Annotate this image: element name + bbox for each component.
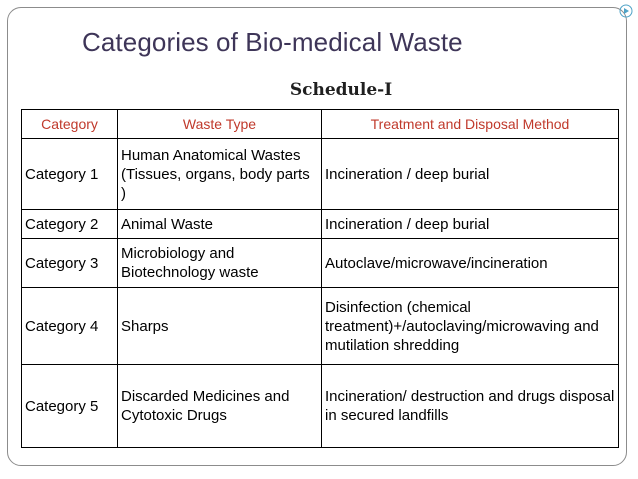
waste-type-cell: Microbiology and Biotechnology waste (118, 239, 322, 288)
category-cell: Category 2 (22, 210, 118, 239)
table-row (22, 210, 619, 239)
treatment-cell: Autoclave/microwave/incineration (322, 239, 619, 288)
treatment-cell: Incineration / deep burial (322, 139, 619, 210)
waste-category-table (21, 109, 619, 448)
header-category: Category (22, 110, 118, 139)
category-cell: Category 3 (22, 239, 118, 288)
treatment-cell: Incineration/ destruction and drugs disposal in secured landfills (322, 365, 619, 448)
waste-type-cell: Human Anatomical Wastes (Tissues, organs, body parts ) (118, 139, 322, 210)
table-row (22, 139, 619, 210)
table-header-row (22, 110, 619, 139)
schedule-subtitle (0, 80, 638, 100)
schedule-subtitle-text: Schedule-I (289, 80, 393, 100)
header-treatment: Treatment and Disposal Method (322, 110, 619, 139)
waste-type-cell: Discarded Medicines and Cytotoxic Drugs (118, 365, 322, 448)
treatment-cell: Disinfection (chemical treatment)+/autoclaving/microwaving and mutilation shredding (322, 288, 619, 365)
category-cell: Category 4 (22, 288, 118, 365)
category-cell: Category 1 (22, 139, 118, 210)
table-row (22, 239, 619, 288)
next-slide-icon[interactable] (619, 4, 633, 18)
page-title: Categories of Bio-medical Waste (82, 27, 463, 57)
waste-type-cell: Animal Waste (118, 210, 322, 239)
waste-type-cell: Sharps (118, 288, 322, 365)
table-row (22, 288, 619, 365)
header-waste-type: Waste Type (118, 110, 322, 139)
treatment-cell: Incineration / deep burial (322, 210, 619, 239)
table-row (22, 365, 619, 448)
category-cell: Category 5 (22, 365, 118, 448)
